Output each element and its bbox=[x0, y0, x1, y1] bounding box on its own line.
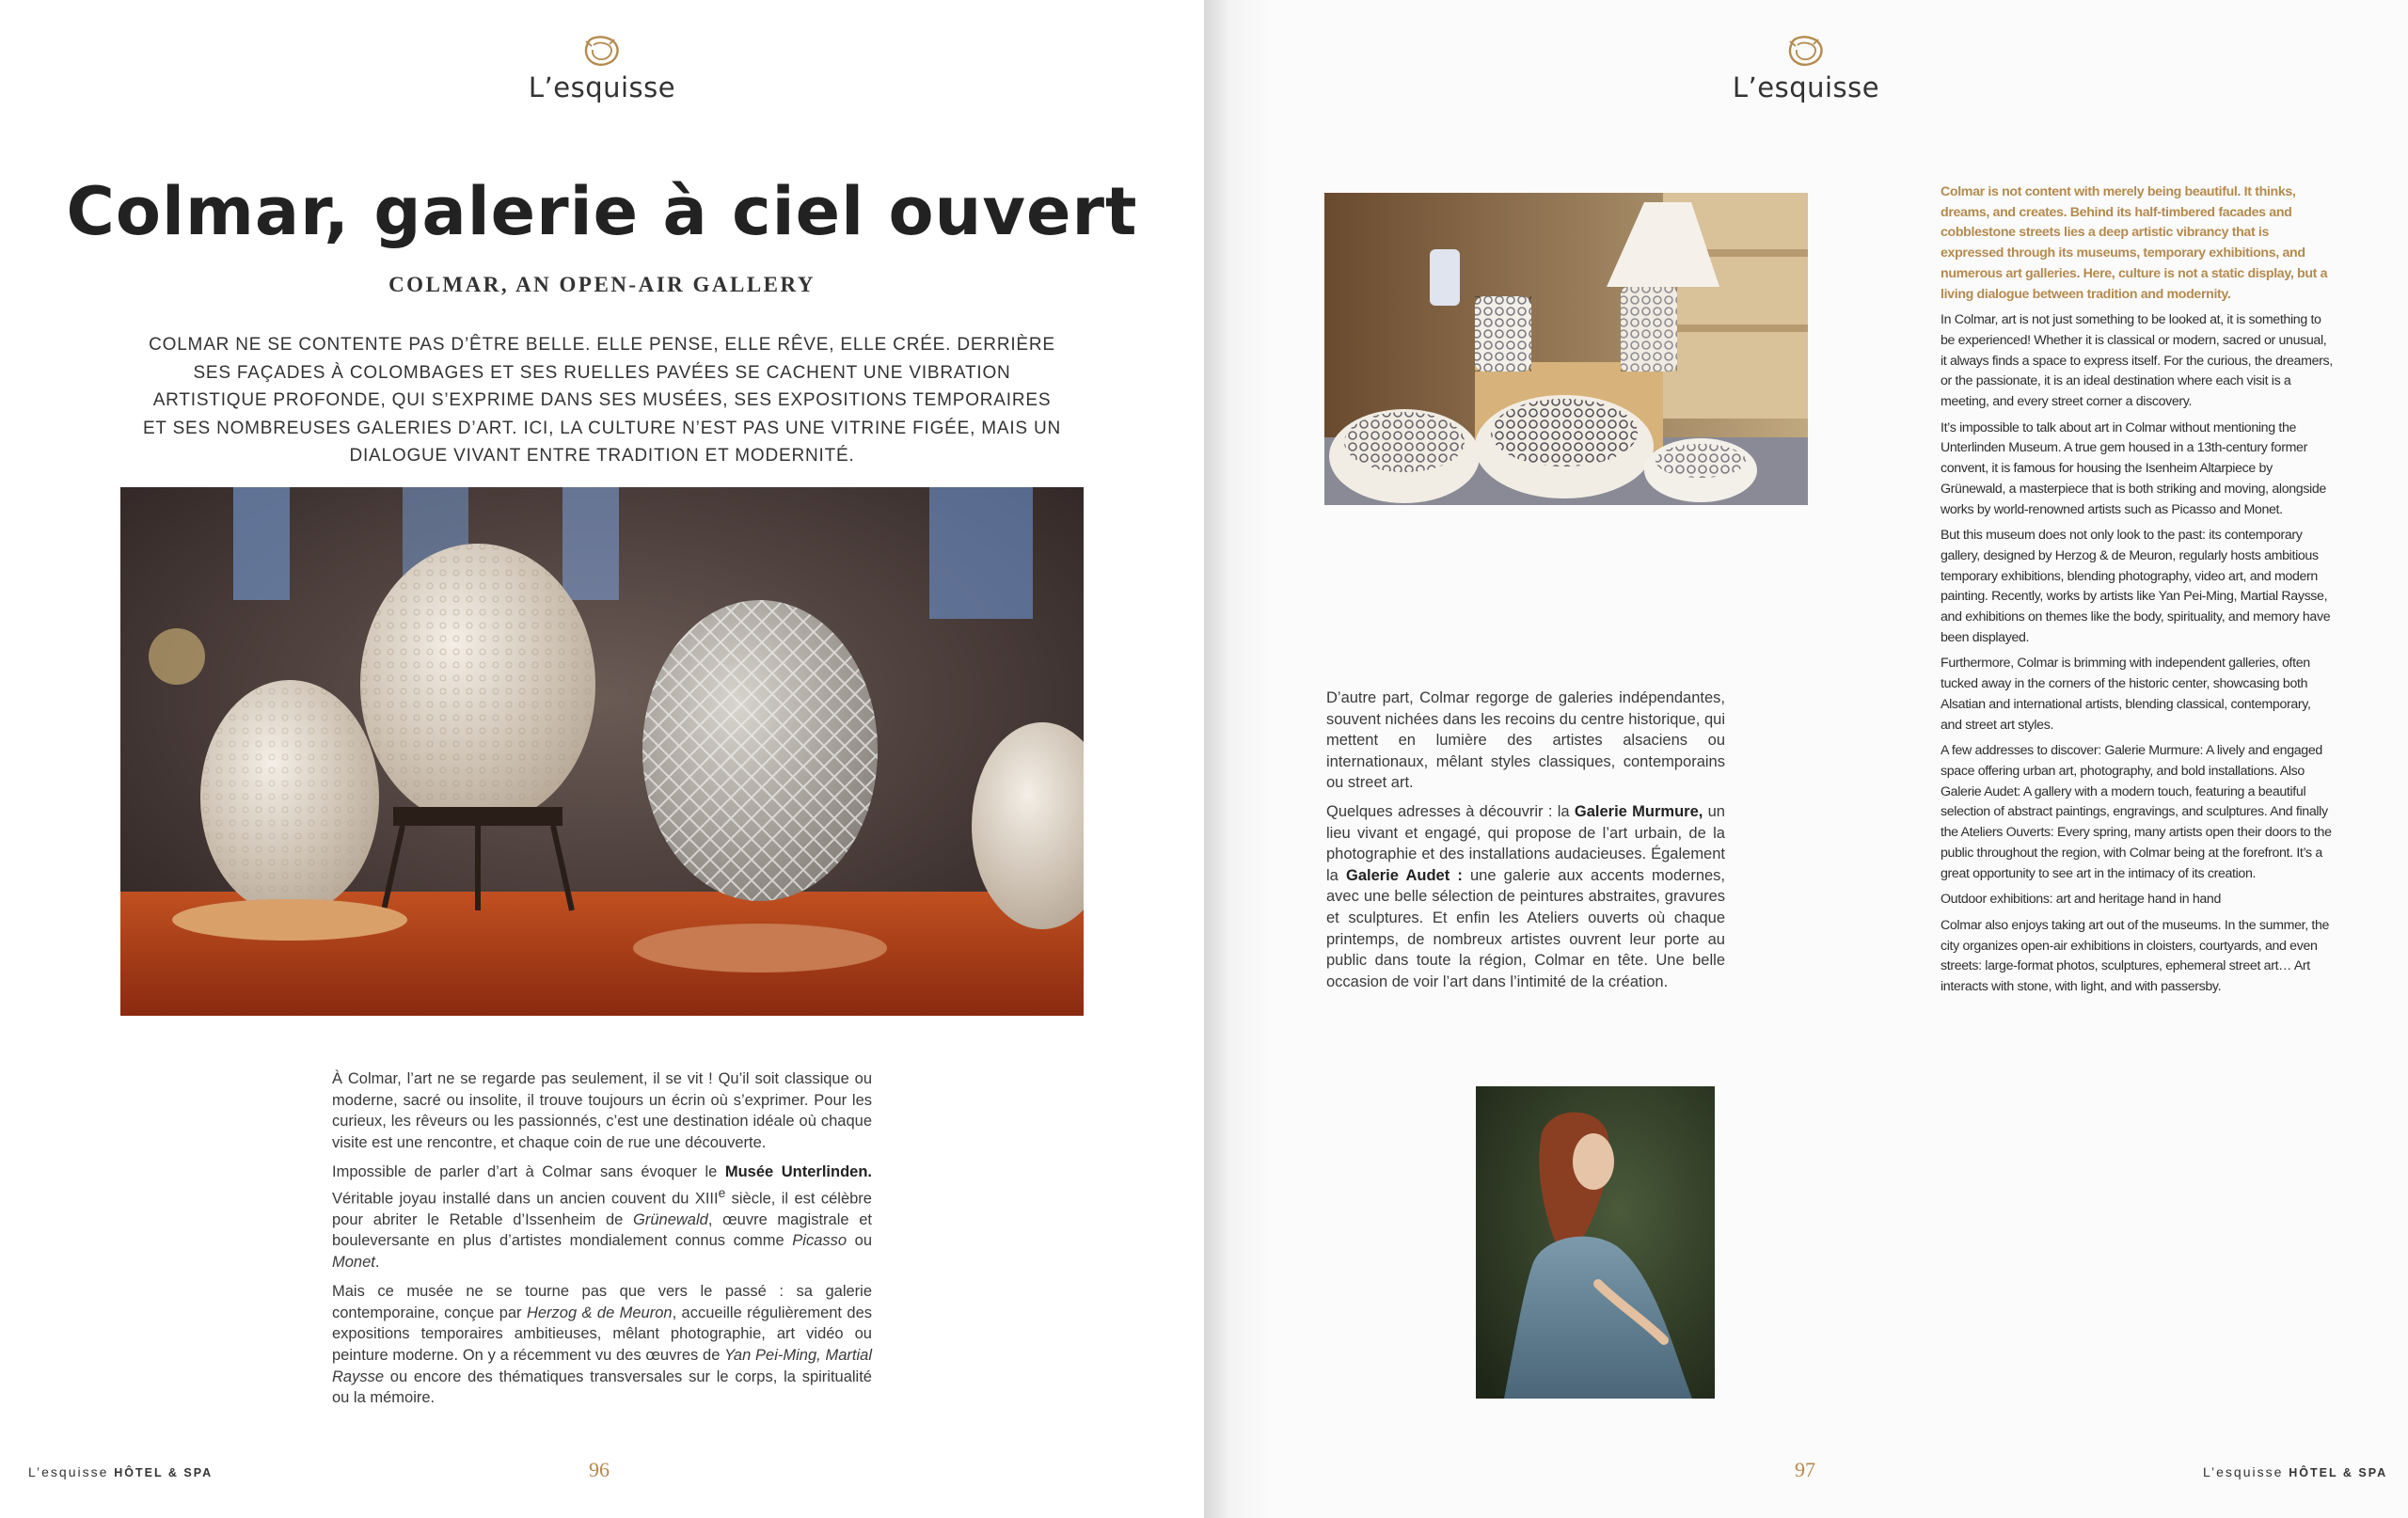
right-english-column bbox=[1941, 182, 2333, 1004]
english-paragraph-1: In Colmar, art is not just something to be looked at, it is something to be experienced! Whether it is classical or modern, sacred or unusual, it always finds a space to express itself. For the curious, the dreamers, or the passionate, it is an ideal destination where each visit is a meeting, and every street corner a discovery. bbox=[1941, 312, 2333, 410]
english-paragraph-4: Furthermore, Colmar is brimming with independent galleries, often tucked away in the corners of the historic center, showcasing both Alsatian and international artists, blending classical, contemporary, and street art styles. bbox=[1941, 656, 2311, 733]
right-fr-paragraph-1: D’autre part, Colmar regorge de galeries indépendantes, souvent nichées dans les recoins du centre historique, qui mettent en lumière des artistes alsaciens ou internationaux, mêlant styles classiques, contemporains ou street art. bbox=[1326, 689, 1725, 792]
left-article-body bbox=[332, 1068, 872, 1416]
english-paragraph-3: But this museum does not only look to the past: its contemporary gallery, designed by Herzog & de Meuron, regularly hosts ambitious temporary exhibitions, blending photography, video art, and modern painting. Recently, works by artists like Yan Pei-Ming, Martial Raysse, and exhibitions on themes like the body, spirituality, and memory have been displayed. bbox=[1941, 528, 2331, 645]
ceramic-bowls-photo bbox=[1324, 193, 1808, 505]
page-number-right: 97 bbox=[1795, 1458, 1815, 1481]
oyster-logo-icon bbox=[580, 34, 624, 70]
page-number-left: 96 bbox=[589, 1458, 610, 1481]
left-paragraph-2: Impossible de parler d’art à Colmar sans évoquer le Musée Unterlinden. Véritable joyau installé dans un ancien couvent du XIIIe siècle, il est célèbre pour abriter le Retable d’Issenheim de Grünewald, œuvre magistrale et bouleversante en plus d’artistes mondialement connus comme Picasso ou Monet. bbox=[332, 1162, 872, 1272]
page-gutter-shadow bbox=[1204, 0, 1270, 1518]
galerie-murmure-text: Galerie Murmure, bbox=[1574, 802, 1703, 820]
oyster-logo-icon bbox=[1784, 34, 1828, 70]
header-logo-right bbox=[1712, 34, 1900, 103]
left-paragraph-3: Mais ce musée ne se tourne pas que vers le passé : sa galerie contemporaine, conçue par Herzog & de Meuron, accueille régulièrement des expositions temporaires ambitieuses, mêlant photographie, art vidéo ou peinture moderne. On y a récemment vu des œuvres de Yan Pei-Ming, Martial Raysse ou encore des thématiques transversales sur le corps, la spiritualité ou la mémoire. bbox=[332, 1282, 872, 1407]
right-french-body bbox=[1326, 688, 1725, 1000]
english-paragraph-6: Outdoor exhibitions: art and heritage hand in hand bbox=[1941, 892, 2221, 908]
english-lead: Colmar is not content with merely being beautiful. It thinks, dreams, and creates. Behind its half-timbered facades and cobblestone streets lies a deep artistic vibrancy that is expressed through its museums, temporary exhibitions, and numerous art galleries. Here, culture is not a static display, but a living dialogue between tradition and modernity. bbox=[1941, 184, 2328, 302]
english-paragraph-7: Colmar also enjoys taking art out of the museums. In the summer, the city organizes open-air exhibitions in cloisters, courtyards, and even streets: large-format photos, sculptures, ephemeral street art… Art interacts with stone, with light, and with passersby. bbox=[1941, 917, 2330, 995]
carved-eggs-photo bbox=[120, 487, 1084, 1016]
left-paragraph-1: À Colmar, l’art ne se regarde pas seulement, il se vit ! Qu’il soit classique ou moderne, sacré ou insolite, il trouve toujours un écrin où s’exprimer. Pour les curieux, les rêveurs ou les passionnés, c’est une destination idéale où chaque visite est une rencontre, et chaque coin de rue une découverte. bbox=[332, 1070, 872, 1152]
english-paragraph-2: It’s impossible to talk about art in Colmar without mentioning the Unterlinden Museum. A true gem housed in a 13th-century former convent, it is famous for housing the Isenheim Altarpiece by Grünewald, a masterpiece that is both striking and moving, alongside works by world-renowned artists such as Picasso and Monet. bbox=[1941, 419, 2326, 517]
right-fr-paragraph-2: Quelques adresses à découvrir : la Galerie Murmure, un lieu vivant et engagé, qui propose de l’art urbain, de la photographie et des installations audacieuses. Également la Galerie Audet : une galerie aux accents modernes, avec une belle sélection de peintures abstraites, gravures et sculptures. Et enfin les Ateliers ouverts où chaque printemps, de nombreux artistes ouvrent leur porte au public dans toute la région, Colmar en tête. Une belle occasion de voir l’art dans l’intimité de la création. bbox=[1326, 802, 1726, 990]
article-title: Colmar, galerie à ciel ouvert bbox=[66, 173, 1138, 250]
header-logo bbox=[508, 34, 696, 103]
logo-text: L’esquisse bbox=[1732, 71, 1880, 103]
musee-unterlinden-link-text: Musée Unterlinden. bbox=[724, 1162, 872, 1180]
footer-brand-right: L’esquisse HÔTEL & SPA bbox=[2203, 1464, 2388, 1479]
painting-woman-photo bbox=[1476, 1086, 1715, 1399]
right-page bbox=[1204, 0, 2408, 1518]
footer-brand-left: L’esquisse HÔTEL & SPA bbox=[28, 1464, 214, 1479]
article-intro: COLMAR NE SE CONTENTE PAS D’ÊTRE BELLE. ELLE PENSE, ELLE RÊVE, ELLE CRÉE. DERRIÈRE SES FAÇADES À COLOMBAGES ET SES RUELLES PAVÉES SE CACHENT UNE VIBRATION ARTISTIQUE PROFONDE, QUI S’EXPRIME DANS SES MUSÉES, SES EXPOSITIONS TEMPORAIRES ET SES NOMBREUSES GALERIES D’ART. ICI, LA CULTURE N’EST PAS UNE VITRINE FIGÉE, MAIS UN DIALOGUE VIVANT ENTRE TRADITION ET MODERNITÉ. bbox=[142, 335, 1062, 466]
english-paragraph-5: A few addresses to discover: Galerie Murmure: A lively and engaged space offering urban art, photography, and bold installations. Also Galerie Audet: A gallery with a modern touch, featuring a beautiful selection of abstract paintings, engravings, and sculptures. And finally the Ateliers Ouverts: Every spring, many artists open their doors to the public throughout the region, with Colmar being at the forefront. It’s a great opportunity to see art in the intimacy of its creation. bbox=[1941, 743, 2332, 881]
logo-text: L’esquisse bbox=[528, 71, 676, 103]
article-subtitle: COLMAR, AN OPEN-AIR GALLERY bbox=[388, 273, 816, 296]
galerie-audet-text: Galerie Audet : bbox=[1345, 866, 1463, 884]
